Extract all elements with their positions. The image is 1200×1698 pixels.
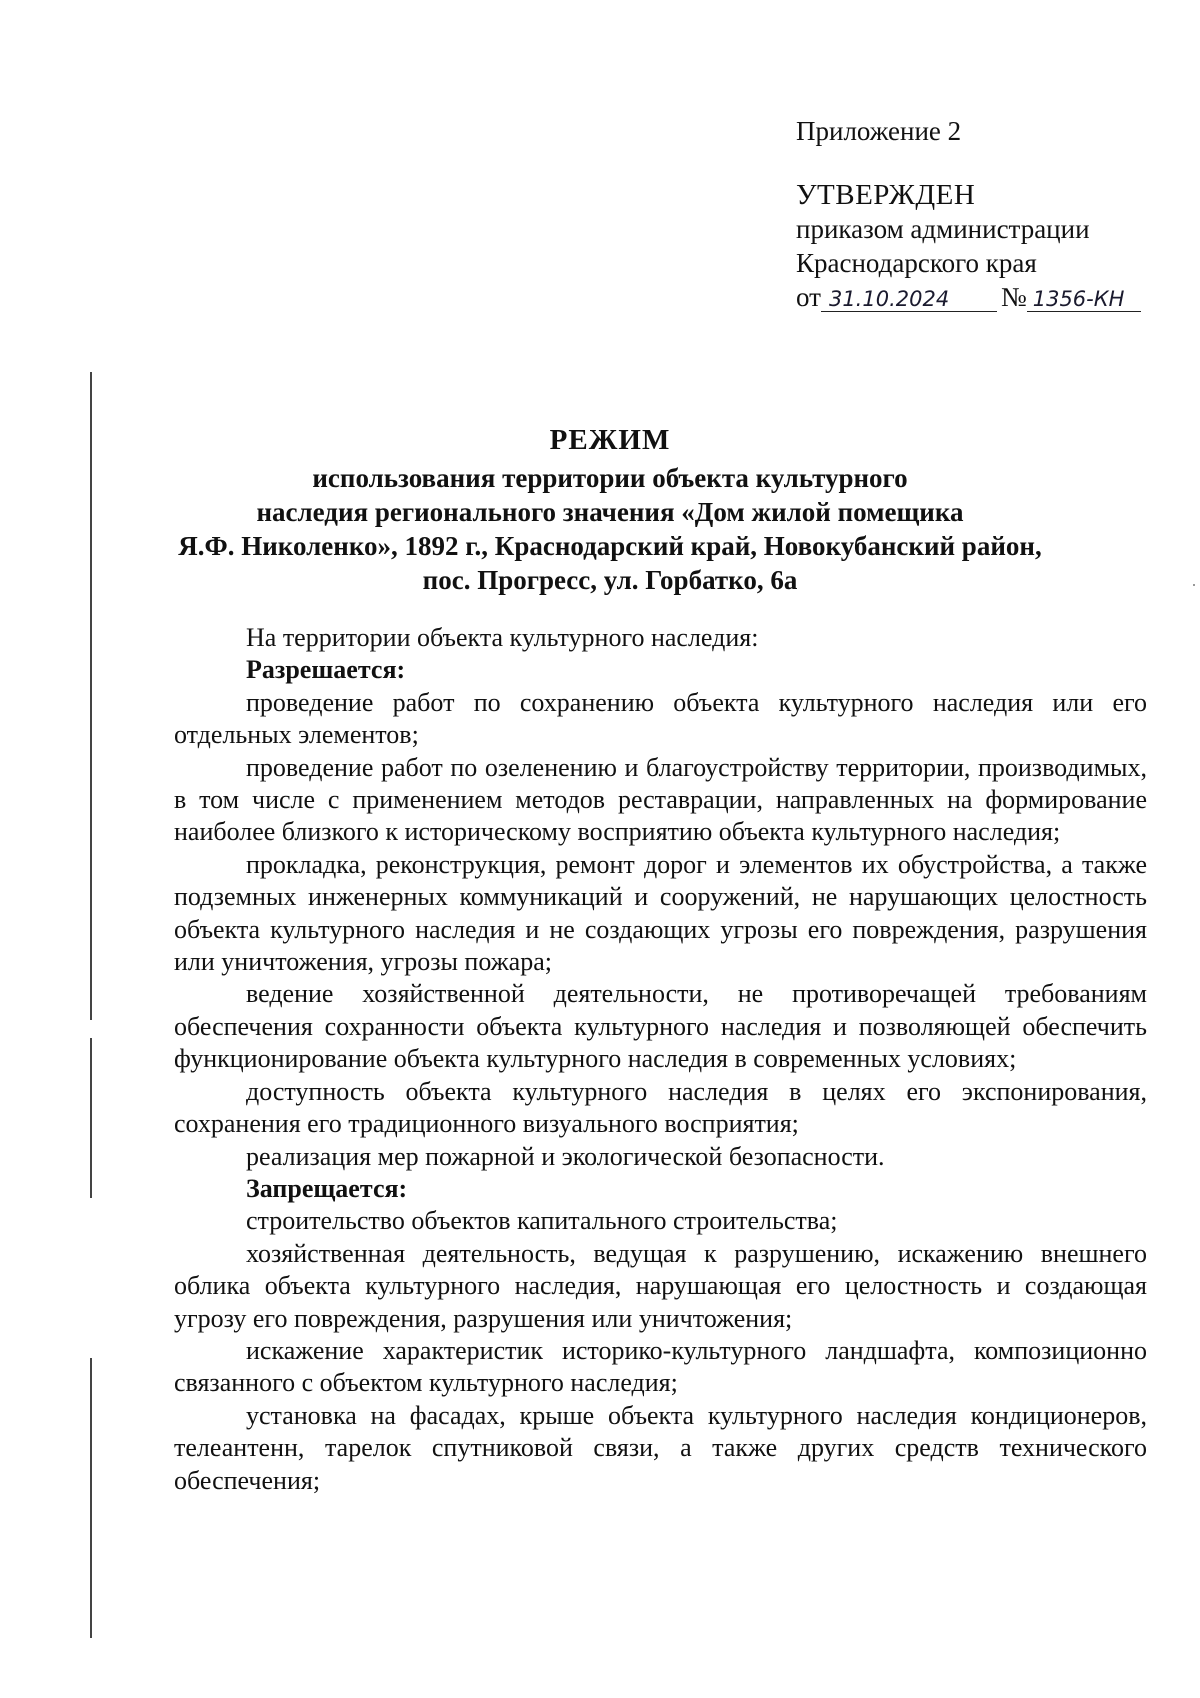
title-line: наследия регионального значения «Дом жилой помещика xyxy=(256,497,964,527)
handwritten-date: 31.10.2024 xyxy=(821,287,997,312)
forbidden-item: установка на фасадах, крыше объекта культурного наследия кондиционеров, телеантенн, тарелок спутниковой связи, а также других средств технического обеспечения; xyxy=(174,1400,1147,1495)
number-sign: № xyxy=(1000,282,1027,312)
handwritten-number: 1356-КН xyxy=(1027,287,1141,312)
scan-margin-line xyxy=(90,1038,92,1198)
approval-issuer-line1: приказом администрации xyxy=(796,214,1090,244)
approval-issuer-line2: Краснодарского края xyxy=(796,248,1037,278)
allowed-item: реализация мер пожарной и экологической безопасности. xyxy=(246,1141,885,1171)
approved-label: УТВЕРЖДЕН xyxy=(796,179,976,211)
allowed-item: проведение работ по озеленению и благоустройству территории, производимых, в том числе с применением методов реставрации, направленных на формирование наиболее близкого к историческому восприятию объекта культурного наследия; xyxy=(174,752,1147,847)
allowed-item: проведение работ по сохранению объекта культурного наследия или его отдельных элементов; xyxy=(174,687,1147,750)
title-line: пос. Прогресс, ул. Горбатко, 6а xyxy=(422,565,798,595)
allowed-heading: Разрешается: xyxy=(246,655,406,685)
date-prefix: от xyxy=(796,282,821,312)
forbidden-item: искажение характеристик историко-культурного ландшафта, композиционно связанного с объектом культурного наследия; xyxy=(174,1335,1147,1398)
document-body xyxy=(174,622,1147,1497)
forbidden-heading: Запрещается: xyxy=(246,1173,408,1203)
title-line: Я.Ф. Николенко», 1892 г., Краснодарский край, Новокубанский район, xyxy=(178,531,1042,561)
scan-margin-line xyxy=(90,1358,92,1638)
approval-date-number-line xyxy=(796,280,1136,314)
allowed-item: ведение хозяйственной деятельности, не противоречащей требованиям обеспечения сохранности объекта культурного наследия и позволяющей обеспечить функционирование объекта культурного наследия в современных условиях; xyxy=(174,979,1147,1074)
title-line: использования территории объекта культурного xyxy=(312,463,908,493)
document-title xyxy=(150,423,1070,597)
forbidden-item: хозяйственная деятельность, ведущая к разрушению, искажению внешнего облика объекта культурного наследия, нарушающая его целостность и создающая угрозу его повреждения, разрушения или уничтожения; xyxy=(174,1238,1147,1333)
annex-label: Приложение 2 xyxy=(796,116,962,146)
forbidden-item: строительство объектов капитального строительства; xyxy=(246,1206,838,1236)
title-main: РЕЖИМ xyxy=(549,424,671,456)
approval-block xyxy=(796,114,1136,314)
allowed-item: прокладка, реконструкция, ремонт дорог и элементов их обустройства, а также подземных инженерных коммуникаций и сооружений, не нарушающих целостность объекта культурного наследия и не создающих угрозы его повреждения, разрушения или уничтожения, угрозы пожара; xyxy=(174,849,1147,977)
scan-speck xyxy=(1193,584,1195,586)
allowed-item: доступность объекта культурного наследия в целях его экспонирования, сохранения его традиционного визуального восприятия; xyxy=(174,1076,1147,1139)
intro-paragraph: На территории объекта культурного наследия: xyxy=(246,623,759,652)
scan-margin-line xyxy=(90,372,92,1020)
